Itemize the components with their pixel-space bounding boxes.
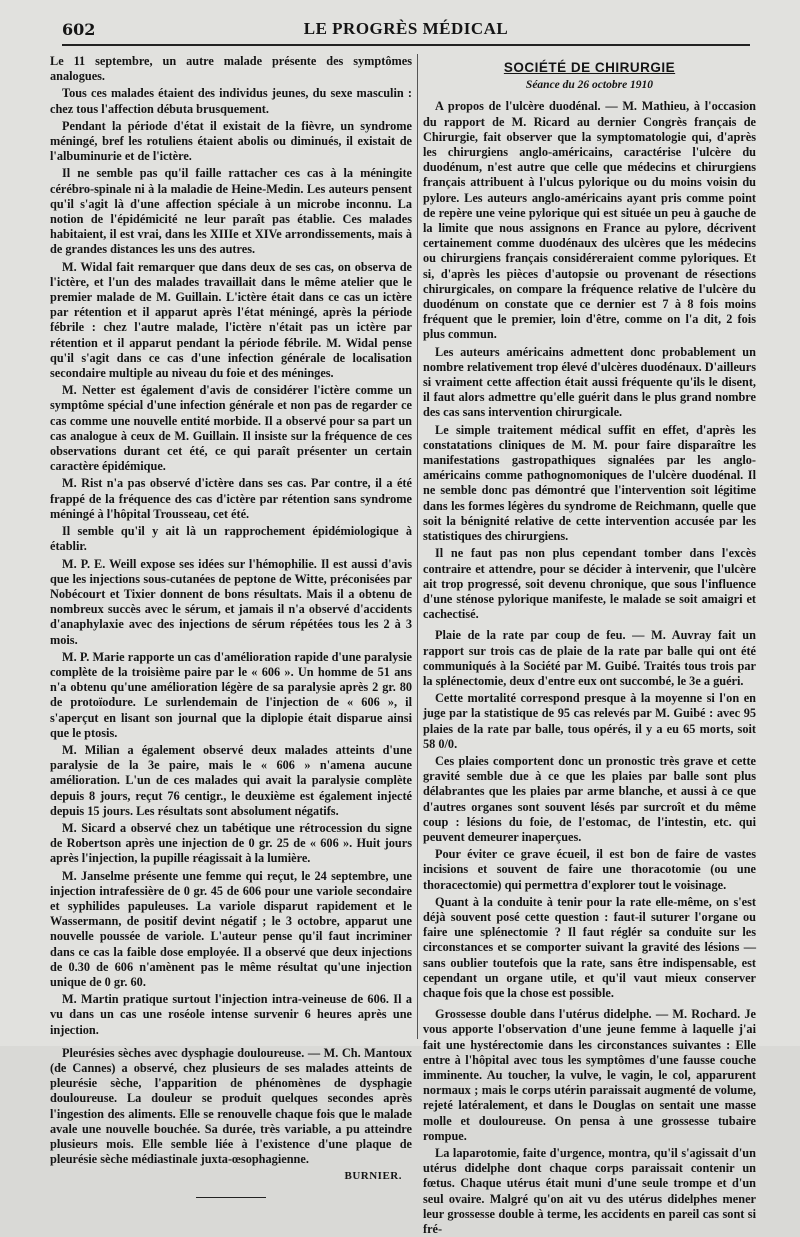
journal-title: LE PROGRÈS MÉDICAL [303,19,509,38]
paragraph: M. Rist n'a pas observé d'ictère dans ses cas. Par contre, il a été frappé de la fréquence des cas d'ictère par rétention sans syndrome méningé à l'hôpital Trousseau, cet été. [50,476,412,521]
end-rule [196,1197,266,1198]
section-title: SOCIÉTÉ DE CHIRURGIE [503,60,676,75]
paragraph: La laparotomie, faite d'urgence, montra, qu'il s'agissait d'un utérus didelphe dont chaque corps paraissait contenir un fœtus. Chaque utérus était muni d'une seule trompe et d'un seul ovaire. Malgré qu'on ait vu des utérus didelphes mener leur grossesse double à terme, les accidents en pareil cas sont si fré- [423,1146,756,1237]
right-column [423,54,756,1237]
paragraph: M. P. Marie rapporte un cas d'amélioration rapide d'une paralysie complète de la troisième paire par le « 606 ». Un homme de 51 ans n'a obtenu qu'une amélioration légère de sa paralysie après 2 gr. 80 de protoïodure. Le surlendemain de l'injection de « 606 », il s'aperçut en lisant son journal que la diplopie était disparue ainsi que le ptosis. [50,649,412,740]
paragraph: Quant à la conduite à tenir pour la rate elle-même, on s'est déjà souvent posé cette question : faut-il suturer l'organe ou faire une splénectomie ? Il faut réglér sa conduite sur les circonstances et se comporter suivant la gravité des lésions — sans oublier toutefois que la rate, sans être indispensable, est cependant un organe utile, et qu'il vaut mieux conserver chaque fois que la chose est possible. [423,894,756,1000]
paragraph: M. Sicard a observé chez un tabétique une rétrocession du signe de Robertson après une injection de 0 gr. 25 de « 606 ». Huit jours après l'injection, la pupille réagissait à la lumière. [50,820,412,866]
paragraph: M. Janselme présente une femme qui reçut, le 24 septembre, une injection intrafessière de 0 gr. 45 de 606 pour une variole secondaire et syphilides papuleuses. La variole disparut rapidement et le Wassermann, de positif devint négatif ; le 3 octobre, apparut une nouvelle poussée de variole. L'auteur pense qu'il faut incriminer dans ce cas la faible dose employée. Il a observé que deux injections de 0.30 de 606 n'amènent pas le même résultat qu'une injection unique de 0 gr. 60. [50,868,412,989]
paragraph: M. P. E. Weill expose ses idées sur l'hémophilie. Il est aussi d'avis que les injections sous-cutanées de peptone de Witte, préconisées par Nobécourt et Tixier donnent de bons résultats. Mais il a obtenu de nombreux succès avec le sérum, et jamais il n'a observé d'accidents d'anaphylaxie avec des injections de sérum répétées tous les 2 à 3 mois. [50,556,412,647]
paragraph: A propos de l'ulcère duodénal. — M. Mathieu, à l'occasion du rapport de M. Ricard au dernier Congrès français de Chirurgie, fait observer que la symptomatologie qui, d'après les chirurgiens anglo-américains, caractérise l'ulcère du duodénum, n'est autre que celle que médecins et chirurgiens français attribuent à l'ulcus pylorique ou du moins voisin du pylore. Les auteurs anglo-américains ayant pris comme point de repère une veine pylorique qui est située un peu à gauche de la limite que nous assignons en France au pylore, décrivent certainement comme duodénaux des ulcères que les médecins ou chirurgiens français considéreraient comme pyloriques. Et si, d'après les pièces d'autopsie ou provenant de résections chirurgicales, on compare la fréquence relative de l'ulcère du duodénum on constate que ce dernier est 7 à 8 fois moins fréquent que le premier, loin d'être, comme on l'a dit, 2 fois plus commun. [423,99,756,342]
paragraph: Ces plaies comportent donc un pronostic très grave et cette gravité semble due à ce que les plaies par balle sont plus délabrantes que les plaies par arme blanche, et aussi à ce que d'autres organes sont souvent lésés par surcroît et du même coup : lésions du foie, de l'estomac, de l'intestin, etc. qui peuvent demeurer inaperçues. [423,753,756,844]
left-column [50,54,412,1183]
column-divider [417,54,418,1039]
paragraph: Il semble qu'il y ait là un rapprochement épidémiologique à établir. [50,524,412,554]
paragraph: Plaie de la rate par coup de feu. — M. Auvray fait un rapport sur trois cas de plaie de la rate par balle qui ont été communiqués à la Société par M. Guibé. Traités tous trois par la splénectomie, deux d'entre eux ont succombé, le 3e a guéri. [423,628,756,688]
section-date: Séance du 26 octobre 1910 [525,79,654,92]
paragraph: Cette mortalité correspond presque à la moyenne si l'on en juge par la statistique de 95 cas relevés par M. Guibé : avec 95 plaies de la rate par balle, tous opérés, il y a eu 65 morts, soit 58 0/0. [423,691,756,751]
paragraph: Le simple traitement médical suffit en effet, d'après les constatations cliniques de M. M. pour faire disparaître les manifestations gastropathiques signalées par les anglo-américains comme pathognomoniques de l'ulcère duodénal. Il ne semble donc pas démontré que l'intervention soit légitime dans les formes légères du syndrome de Reichmann, quelle que soit la bénignité relative de cette intervention accusée par les statistiques des chirurgiens. [423,422,756,544]
author-signature: BURNIER. [344,1170,402,1183]
paragraph: Pendant la période d'état il existait de la fièvre, un syndrome méningé, bref les rotuliens étaient abolis ou diminués, il existait de l'albuminurie et de l'ictère. [50,118,412,164]
page-header [62,18,750,46]
paragraph: Le 11 septembre, un autre malade présente des symptômes analogues. [50,54,412,84]
paragraph: M. Netter est également d'avis de considérer l'ictère comme un symptôme spécial d'une infection générale et non pas de regarder ce cas comme une nouvelle entité morbide. Il a observé pour sa part un cas analogue à ceux de M. Guillain. Il insiste sur la fréquence de ces observations durant cet été, ce qui paraît présenter un certain caractère épidémique. [50,383,412,474]
page-number: 602 [62,20,96,39]
paragraph: Grossesse double dans l'utérus didelphe. — M. Rochard. Je vous apporte l'observation d'une jeune femme à laquelle j'ai fait une hystérectomie dans les circonstances suivantes : Elle entre à l'hôpital avec tous les symptômes d'une fausse couche imminente. Au toucher, la vulve, le vagin, le col, apparurent normaux ; mais le corps utérin paraissait augmenté de volume, rejeté latéralement, et dans le Douglas on sentait une masse molle et douloureuse. On pensa à une grossesse tubaire rompue. [423,1007,756,1143]
paragraph: M. Milian a également observé deux malades atteints d'une paralysie de la 3e paire, mais le « 606 » n'amena aucune amélioration. L'un de ces malades qui avait la paralysie complète depuis 8 jours, reçut 76 centigr., le deuxième est également injecté depuis 15 jours. Les résultats sont absolument négatifs. [50,742,412,818]
paragraph: Les auteurs américains admettent donc probablement un nombre relativement trop élevé d'ulcères duodénaux. D'ailleurs si vraiment cette affection était aussi fréquente qu'ils le disent, il faut alors admettre qu'elle guérit dans le plus grand nombre des cas sans intervention chirurgicale. [423,344,756,420]
paragraph: Pour éviter ce grave écueil, il est bon de faire de vastes incisions et souvent de faire une thoracotomie (ou une thoracectomie) qui permettra d'explorer tout le voisinage. [423,847,756,892]
paragraph: Tous ces malades étaient des individus jeunes, du sexe masculin : chez tous l'affection débuta brusquement. [50,86,412,116]
paragraph: M. Widal fait remarquer que dans deux de ses cas, on observa de l'ictère, et l'un des malades travaillait dans le même atelier que le premier malade de M. Guillain. L'ictère était dans ce cas un ictère par rétention et il apparut après l'état méningé, après la période fébrile : chez l'autre malade, l'ictère n'était pas un ictère par rétention et il apparut pendant la période fébrile. M. Widal pense qu'il s'agit dans ce cas d'une infection générale de localisation secondaire multiple au niveau du foie et des méninges. [50,259,412,381]
paragraph: M. Martin pratique surtout l'injection intra-veineuse de 606. Il a vu dans un cas une roséole intense survenir 6 heures après une injection. [50,992,412,1037]
paragraph: Il ne faut pas non plus cependant tomber dans l'excès contraire et attendre, pour se décider à intervenir, que l'ulcère ait trop progressé, soit devenu chronique, que sous l'influence d'une sténose pylorique manifeste, le malade se soit amaigri et cachectisé. [423,546,756,622]
paragraph: Il ne semble pas qu'il faille rattacher ces cas à la méningite cérébro-spinale ni à la maladie de Heine-Medin. Les auteurs pensent qu'il s'agit là d'une affection spéciale à un microbe inconnu. La notion de l'épidémicité ne leur paraît pas établie. Ces malades habitaient, il est vrai, dans les XIIIe et XIVe arrondissements, mais à de grandes distances les uns des autres. [50,166,412,257]
paragraph-pleuresies: Pleurésies sèches avec dysphagie douloureuse. — M. Ch. Mantoux (de Cannes) a observé, chez plusieurs de ses malades atteints de pleurésie sèche, l'apparition de phénomènes de dysphagie douloureuse. La douleur se produit quelques secondes après l'ingestion des aliments. Elle se renouvelle chaque fois que le malade avale une nouvelle bouchée. Sa durée, très variable, a pu atteindre plusieurs mois. Elle semble liée à l'existence d'une plaque de pleurésie sèche médiastinale juxta-œsophagienne. [50,1045,412,1167]
